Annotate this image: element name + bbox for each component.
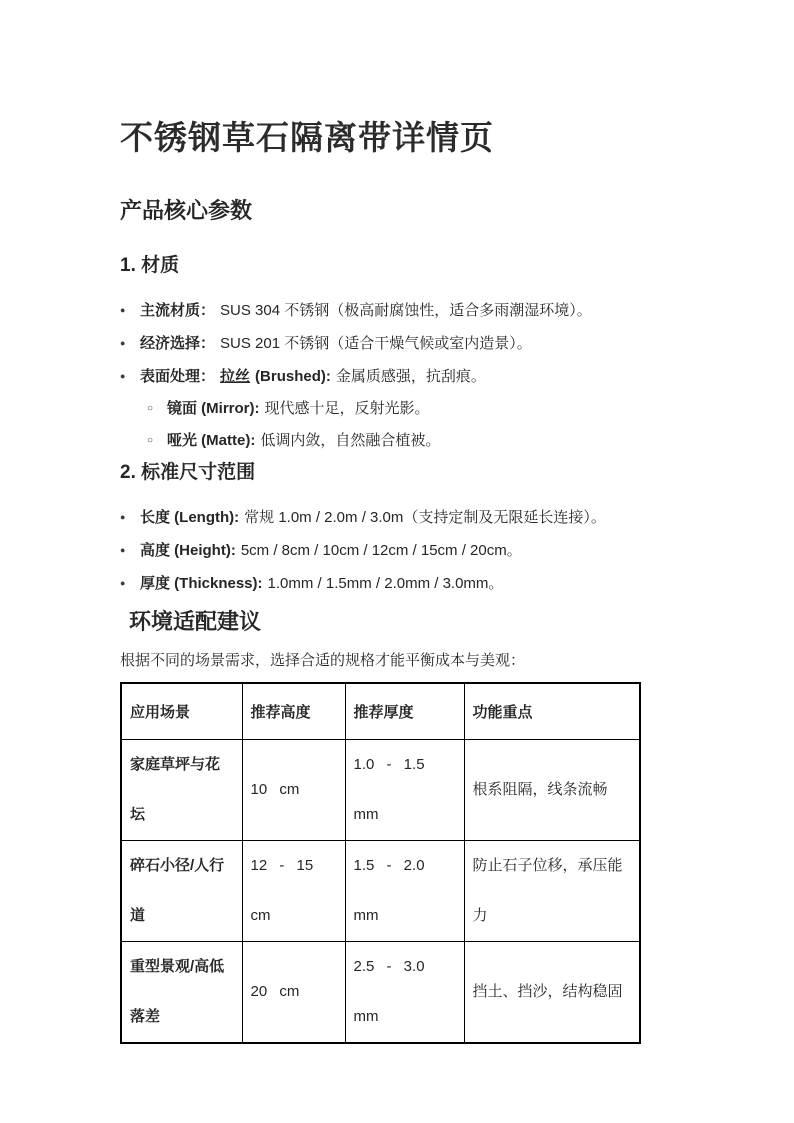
list-item: [120, 501, 676, 534]
bullet-hollow-icon: ○: [147, 435, 154, 446]
bullet-label: 厚度 (Thickness):: [140, 575, 263, 592]
cell-feature: 挡土、挡沙，结构稳固: [464, 942, 640, 1044]
bullet-icon: ●: [120, 512, 126, 522]
list-item: [120, 327, 676, 360]
list-item: [120, 294, 676, 327]
column-header-thickness: 推荐厚度: [345, 683, 464, 740]
bullet-label: 主流材质：: [140, 302, 216, 319]
document-title: 不锈钢草石隔离带详情页: [120, 119, 494, 156]
column-header-height: 推荐高度: [242, 683, 345, 740]
list-item: [120, 567, 676, 600]
section-heading-core-params: 产品核心参数: [120, 198, 253, 223]
cell-thickness: 1.0 - 1.5 mm: [345, 740, 464, 841]
bullet-label: 表面处理：: [140, 368, 216, 385]
bullet-label: 长度 (Length):: [140, 509, 240, 526]
cell-height: 10 cm: [242, 740, 345, 841]
finish-name-underlined: 拉丝: [220, 368, 251, 385]
bullet-icon: ●: [120, 545, 126, 555]
bullet-text: 金属质感强，抗刮痕。: [335, 368, 486, 385]
subsection-heading-material: 1. 材质: [120, 255, 180, 276]
table-header-row: [121, 683, 640, 740]
cell-thickness: 2.5 - 3.0 mm: [345, 942, 464, 1044]
table-row: [121, 740, 640, 841]
bullet-icon: ●: [120, 578, 126, 588]
cell-scene: 家庭草坪与花坛: [121, 740, 242, 841]
cell-feature: 防止石子位移，承压能力: [464, 841, 640, 942]
subsection-heading-dimensions: 2. 标准尺寸范围: [120, 462, 256, 483]
section-heading-environment: 环境适配建议: [129, 609, 262, 634]
environment-intro-text: 根据不同的场景需求，选择合适的规格才能平衡成本与美观：: [120, 652, 526, 669]
column-header-feature: 功能重点: [464, 683, 640, 740]
table-row: [121, 942, 640, 1044]
list-item: [120, 360, 676, 393]
bullet-icon: ●: [120, 371, 126, 381]
spec-table: [120, 682, 641, 1044]
bullet-text: 现代感十足，反射光影。: [264, 400, 430, 417]
finish-name-en: (Brushed):: [255, 368, 331, 385]
cell-height: 12 - 15 cm: [242, 841, 345, 942]
material-bullet-list: [120, 294, 676, 457]
table-row: [121, 841, 640, 942]
list-item: [120, 534, 676, 567]
bullet-label: 哑光 (Matte):: [167, 432, 256, 449]
bullet-text: 5cm / 8cm / 10cm / 12cm / 15cm / 20cm。: [240, 542, 522, 559]
bullet-icon: ●: [120, 338, 126, 348]
dimensions-bullet-list: [120, 501, 676, 600]
list-item-sub: [120, 425, 676, 457]
bullet-label: 镜面 (Mirror):: [167, 400, 260, 417]
column-header-scene: 应用场景: [121, 683, 242, 740]
cell-feature: 根系阻隔，线条流畅: [464, 740, 640, 841]
bullet-text: 低调内敛，自然融合植被。: [260, 432, 441, 449]
list-item-sub: [120, 393, 676, 425]
cell-height: 20 cm: [242, 942, 345, 1044]
bullet-text: SUS 201 不锈钢（适合干燥气候或室内造景）。: [220, 335, 532, 352]
cell-thickness: 1.5 - 2.0 mm: [345, 841, 464, 942]
cell-scene: 碎石小径/人行道: [121, 841, 242, 942]
bullet-hollow-icon: ○: [147, 403, 154, 414]
bullet-label: 高度 (Height):: [140, 542, 236, 559]
bullet-icon: ●: [120, 305, 126, 315]
bullet-text: SUS 304 不锈钢（极高耐腐蚀性，适合多雨潮湿环境）。: [220, 302, 592, 319]
cell-scene: 重型景观/高低落差: [121, 942, 242, 1044]
bullet-label: 经济选择：: [140, 335, 216, 352]
bullet-text: 1.0mm / 1.5mm / 2.0mm / 3.0mm。: [267, 575, 504, 592]
bullet-text: 常规 1.0m / 2.0m / 3.0m（支持定制及无限延长连接）。: [244, 509, 606, 526]
